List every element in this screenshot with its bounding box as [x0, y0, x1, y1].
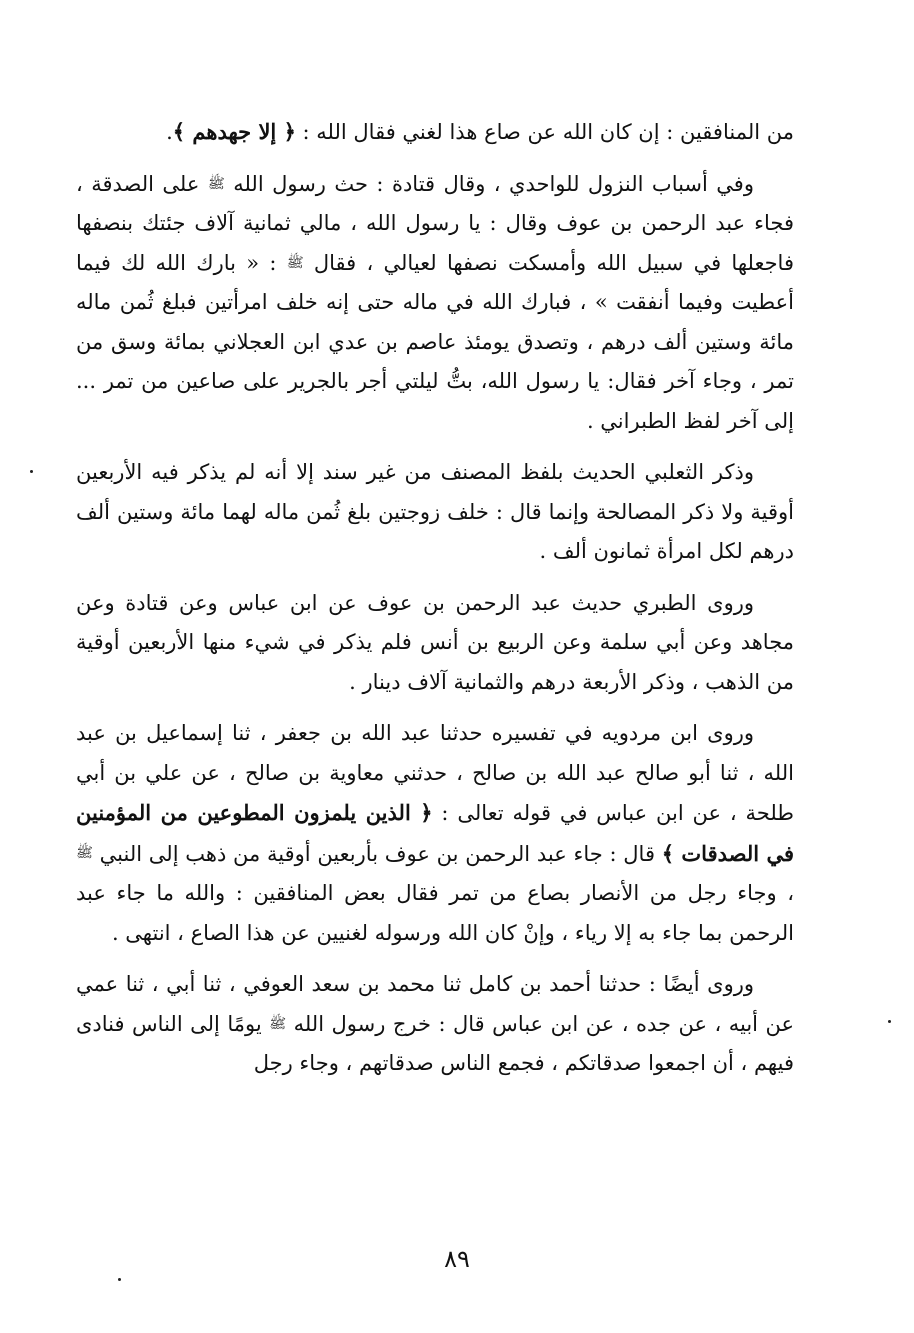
text-run: وروى أيضًا : حدثنا أحمد بن كامل ثنا محمد بن سعد العوفي ، ثنا أبي ، ثنا عمي عن أبيه ، عن جده ، عن ابن عباس قال : خرج رسول الله — [76, 972, 794, 1036]
salutation-mark: ﷺ — [286, 254, 304, 271]
scan-speck — [118, 1278, 121, 1281]
quran-verse: ﴿ الذين يلمزون المطوعين من المؤمنين في الصدقات ﴾ — [76, 800, 794, 866]
scan-speck — [30, 470, 33, 473]
scan-speck — [888, 1020, 891, 1023]
salutation-mark: ﷺ — [207, 175, 225, 192]
text-run: وذكر الثعلبي الحديث بلفظ المصنف من غير سند إلا أنه لم يذكر فيه الأربعين أوقية ولا ذكر المصالحة وإنما قال : خلف زوجتين بلغ ثُمن ماله لهما مائة وستين ألف درهم لكل امرأة ثمانون ألف . — [76, 460, 794, 563]
text-run: وروى الطبري حديث عبد الرحمن بن عوف عن ابن عباس وعن قتادة وعن مجاهد وعن أبي سلمة وعن الربيع بن أنس فلم يذكر في شيء منها الأربعين أوقية من الذهب ، وذكر الأربعة درهم والثمانية آلاف دينار . — [76, 590, 794, 694]
paragraph — [76, 165, 794, 442]
salutation-mark: ﷺ — [76, 844, 93, 861]
text-run: قال : جاء عبد الرحمن بن عوف بأربعين أوقية من ذهب إلى النبي — [92, 841, 662, 866]
salutation-mark: ﷺ — [269, 1015, 287, 1032]
paragraph — [76, 453, 794, 572]
text-run: من المنافقين : إن كان الله عن صاع هذا لغني فقال الله : — [295, 120, 794, 144]
quran-verse: ﴿ إلا جهدهم ﴾ — [172, 119, 296, 144]
page-number: ٨٩ — [444, 1245, 470, 1273]
text-run: وفي أسباب النزول للواحدي ، وقال قتادة : حث رسول الله — [224, 171, 754, 196]
paragraph — [76, 714, 794, 953]
text-run: : « بارك الله لك فيما أعطيت وفيما أنفقت » ، فبارك الله في ماله حتى إنه خلف امرأتين فبلغ ثُمن ماله مائة وستين ألف درهم ، وتصدق يومئذ عاصم بن عدي ابن العجلاني بمائة وسق من تمر ، وجاء آخر فقال: يا رسول الله، بتُّ ليلتي أجر بالجرير على صاعين من تمر ... إلى آخر لفظ الطبراني . — [76, 250, 794, 433]
text-run: وروى ابن مردويه في تفسيره حدثنا عبد الله بن جعفر ، ثنا إسماعيل بن عبد الله ، ثنا أبو صالح عبد الله بن صالح ، حدثني معاوية بن صالح ، عن علي بن أبي طلحة ، عن ابن عباس في قوله تعالى : — [76, 721, 795, 825]
paragraph — [76, 112, 794, 153]
text-run: ، وجاء رجل من الأنصار بصاع من تمر فقال بعض المنافقين : والله ما جاء عبد الرحمن بما جاء به إلا رياء ، وإنْ كان الله ورسوله لغنيين عن هذا الصاع ، انتهى . — [76, 881, 794, 945]
body-text — [76, 112, 794, 1096]
paragraph — [76, 584, 794, 703]
text-run: . — [166, 120, 173, 144]
paragraph — [76, 965, 794, 1084]
text-run: يومًا إلى الناس فنادى فيهم ، أن اجمعوا صدقاتكم ، فجمع الناس صدقاتهم ، وجاء رجل — [76, 1011, 794, 1075]
text-run: على الصدقة ، فجاء عبد الرحمن بن عوف وقال : يا رسول الله ، مالي ثمانية آلاف جئتك بنصفها فاجعلها في سبيل الله وأمسكت نصفها لعيالي ، فقال — [76, 171, 794, 275]
